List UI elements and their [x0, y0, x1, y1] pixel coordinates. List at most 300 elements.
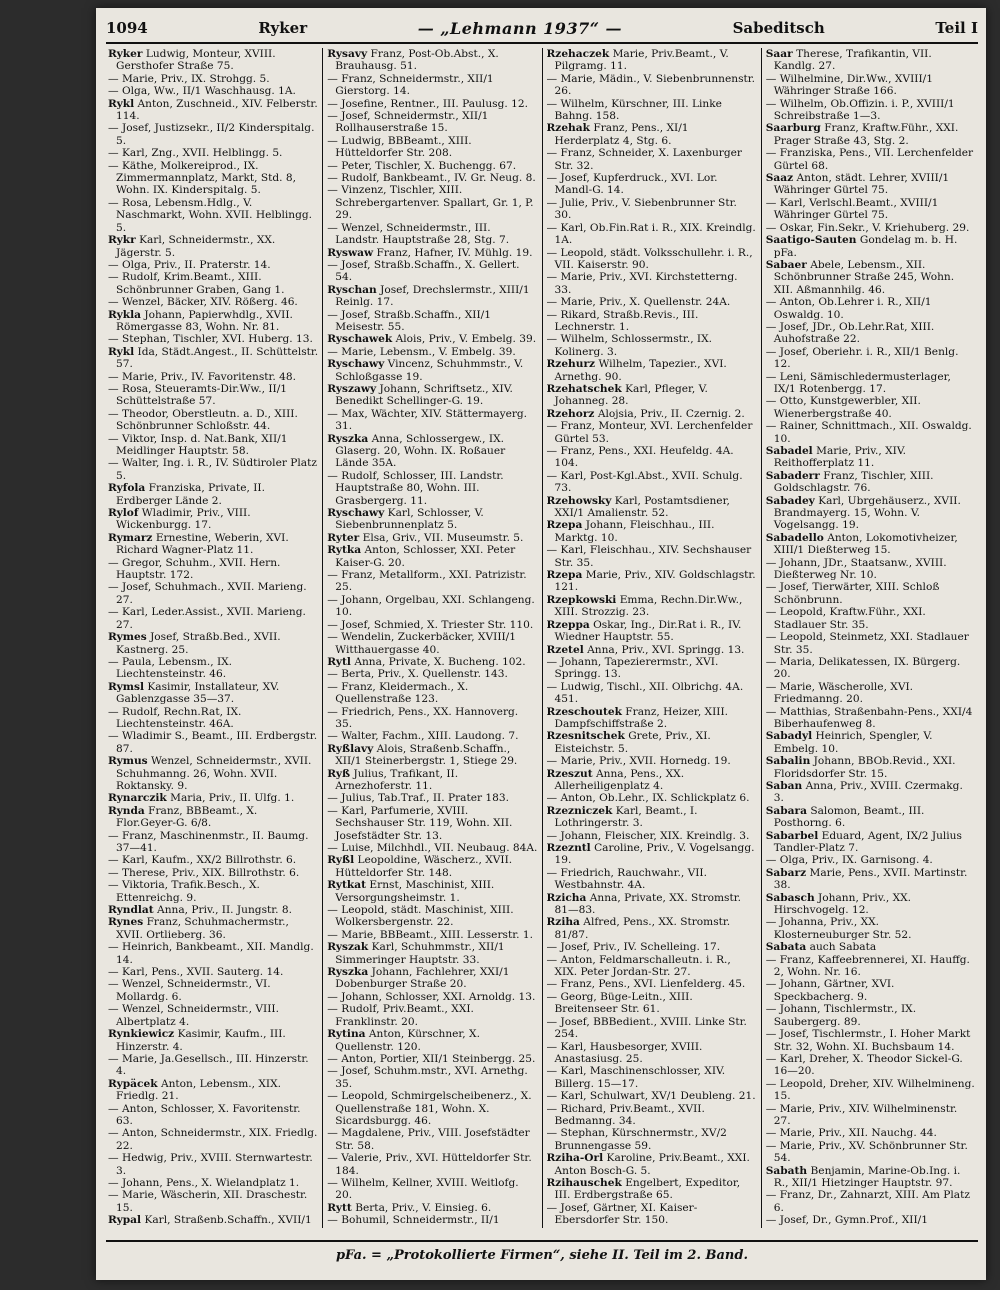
entry-text: — Paula, Lebensm., IX. Liechtensteinstr. 46. [108, 655, 233, 681]
entry-text: — Josef, JDr., Ob.Lehr.Rat, XIII. Auhofstraße 22. [765, 320, 935, 346]
entry-surname: Rypäcek [108, 1077, 158, 1090]
entry-text: — Marie, Mädin., V. Siebenbrunnenstr. 26. [546, 72, 756, 98]
directory-entry [547, 122, 757, 147]
entry-text: Anna, Priv., II. Jungstr. 8. [157, 904, 293, 917]
header-left-word: Ryker [258, 19, 308, 37]
entry-text: Wladimir, Priv., VIII. Wickenburgg. 17. [116, 507, 251, 532]
directory-entry [766, 234, 976, 259]
entry-surname: Ryschawek [327, 333, 393, 346]
directory-entry [327, 507, 537, 532]
directory-entry [327, 284, 537, 309]
entry-text: — Berta, Priv., X. Quellenstr. 143. [327, 668, 508, 681]
entry-surname: Ryszka [327, 432, 369, 445]
directory-entry [766, 395, 976, 420]
entry-text: — Marie, Priv., IX. Strohgg. 5. [108, 72, 270, 85]
directory-entry [766, 730, 976, 755]
entry-text: — Anton, Ob.Lehr., IX. Schlickplatz 6. [546, 792, 750, 805]
directory-entry [766, 1140, 976, 1165]
directory-entry [108, 805, 318, 830]
entry-text: Franz, Heizer, XIII. Dampfschiffstraße 2. [554, 705, 729, 730]
entry-text: — Marie, Priv., X. Quellenstr. 24A. [546, 296, 731, 309]
directory-entry [766, 1078, 976, 1103]
entry-text: Benjamin, Marine-Ob.Ing. i. R., XII/1 Hietzinger Hauptstr. 97. [773, 1164, 961, 1189]
entry-text: — Käthe, Molkereiprod., IX. Zimmermannplatz, Markt, Std. 8, Wohn. IX. Kinderspitalg. 5. [108, 159, 297, 197]
entry-text: — Georg, Büge-Leitn., XIII. Breitenseer Str. 61. [546, 990, 693, 1016]
entry-surname: Ryßlavy [327, 742, 374, 755]
entry-text: — Anton, Schneidermstr., XIX. Friedlg. 22. [108, 1127, 318, 1152]
entry-surname: Rynarczik [108, 792, 167, 805]
directory-entry [108, 966, 318, 978]
directory-entry [547, 197, 757, 222]
entry-surname: Sabath [765, 1164, 808, 1177]
entry-text: — Walter, Fachm., XIII. Laudong. 7. [327, 730, 519, 743]
directory-entry [327, 941, 537, 966]
entry-text: — Rosa, Lebensm.Hdlg., V. Naschmarkt, Wohn. XVII. Helblingg. 5. [108, 196, 313, 234]
directory-entry [327, 470, 537, 507]
directory-entry [766, 978, 976, 1003]
entry-surname: Rzeppa [546, 618, 590, 631]
directory-entry [547, 333, 757, 358]
directory-entry [766, 445, 976, 470]
entry-text: — Rudolf, Krim.Beamt., XIII. Schönbrunner Graben, Gang 1. [108, 271, 285, 296]
directory-entry [766, 73, 976, 98]
entry-surname: Saar [765, 48, 793, 60]
directory-entry [108, 706, 318, 731]
entry-text: — Anton, Schlosser, X. Favoritenstr. 63. [108, 1102, 301, 1127]
entry-text: — Rikard, Straßb.Revis., III. Lechnerstr. 1. [546, 308, 699, 333]
entry-text: Johann, Schriftsetz., XIV. Benedikt Schellinger-G. 19. [335, 382, 513, 408]
page-footer [106, 1240, 978, 1268]
entry-text: — Ludwig, BBBeamt., XIII. Hütteldorfer Str. 208. [327, 134, 472, 160]
entry-text: — Josef, Straßb.Schaffn., X. Gellert. 54. [327, 258, 520, 284]
directory-entry [108, 296, 318, 308]
entry-text: — Therese, Priv., XIX. Billrothstr. 6. [108, 866, 300, 879]
entry-surname: Ryß [327, 767, 351, 780]
entry-surname: Rymus [108, 755, 148, 768]
directory-entry [766, 954, 976, 979]
directory-entry [108, 346, 318, 371]
entry-text: Ludwig, Monteur, XVIII. Gersthofer Straße 75. [116, 48, 276, 73]
directory-entry [547, 1127, 757, 1152]
directory-entry [766, 1214, 976, 1228]
directory-entry [327, 854, 537, 879]
entry-text: Marie, Priv., XIV. Goldschlagstr. 121. [554, 569, 756, 594]
footer-note: pFa. = „Protokollierte Firmen“, siehe II. Teil im 2. Band. [335, 1247, 749, 1263]
header-right-word: Sabeditsch [732, 19, 825, 37]
entry-text: — Josef, Oberiehr. i. R., XII/1 Benlg. 12. [765, 345, 959, 371]
column-3 [543, 48, 762, 1228]
entry-surname: Rykl [108, 97, 135, 110]
directory-entry [547, 1103, 757, 1128]
entry-text: Alois, Priv., V. Embelg. 39. [395, 333, 537, 346]
entry-text: — Johann, JDr., Staatsanw., XVIII. Dießterweg Nr. 10. [765, 556, 947, 582]
directory-entry [547, 544, 757, 569]
entry-text: — Ludwig, Tischl., XII. Olbrichg. 4A. 451. [546, 680, 744, 706]
entry-text: — Olga, Priv., II. Praterstr. 14. [108, 258, 271, 271]
entry-surname: Rzehurz [546, 358, 596, 371]
entry-text: — Karl, Zng., XVII. Helblingg. 5. [108, 147, 283, 160]
entry-surname: Rykl [108, 345, 135, 358]
entry-surname: Sabaer [765, 258, 807, 271]
directory-entry [547, 954, 757, 979]
directory-entry [547, 1041, 757, 1066]
entry-text: Karl, Schuhmmstr., XII/1 Simmeringer Hauptstr. 33. [335, 941, 505, 966]
directory-entry [547, 1065, 757, 1090]
entry-text: — Josef, Schuhmach., XVII. Marieng. 27. [108, 581, 307, 606]
entry-surname: Rziha [546, 916, 580, 929]
directory-entry [547, 569, 757, 594]
directory-entry [327, 383, 537, 408]
entry-text: — Marie, Priv., XII. Nauchg. 44. [765, 1127, 937, 1140]
directory-entry [766, 916, 976, 941]
directory-entry [108, 581, 318, 606]
directory-entry [108, 85, 318, 97]
entry-text: Alfred, Pens., XX. Stromstr. 81/87. [554, 916, 731, 941]
directory-entry [327, 1177, 537, 1202]
directory-entry [327, 768, 537, 793]
entry-surname: Rymsl [108, 680, 144, 693]
directory-entry [766, 681, 976, 706]
entry-text: — Karl, Pens., XVII. Sauterg. 14. [108, 966, 284, 979]
directory-entry [108, 978, 318, 1003]
entry-text: — Leni, Sämischledermusterlager, IX/1 Rotenbergg. 17. [765, 370, 951, 395]
directory-entry [108, 383, 318, 408]
directory-entry [108, 98, 318, 123]
entry-surname: Ryter [327, 531, 360, 544]
directory-entry [766, 1003, 976, 1028]
directory-entry [766, 1053, 976, 1078]
entry-text: — Valerie, Priv., XVI. Hütteldorfer Str. 184. [327, 1152, 532, 1177]
entry-text: — Josef, Priv., IV. Schelleing. 17. [546, 941, 721, 954]
directory-entry [547, 98, 757, 123]
directory-entry [108, 197, 318, 234]
directory-entry [327, 48, 537, 73]
directory-entry [108, 1214, 318, 1228]
entry-text: — Franz, Kleidermach., X. Quellenstraße 123. [327, 680, 469, 706]
entry-text: — Karl, Fleischhau., XIV. Sechshauser Str. 35. [546, 544, 752, 569]
directory-entry [547, 656, 757, 681]
entry-text: Karl, Schneidermstr., XX. Jägerstr. 5. [116, 234, 276, 259]
entry-text: — Otto, Kunstgewerbler, XII. Wienerbergstraße 40. [765, 395, 921, 420]
entry-text: — Wilhelmine, Dir.Ww., XVIII/1 Währinger Straße 166. [765, 72, 933, 98]
directory-entry [766, 420, 976, 445]
entry-surname: Ryschawy [327, 358, 385, 371]
entry-text: — Anton, Portier, XII/1 Steinbergg. 25. [327, 1052, 536, 1065]
directory-entry [547, 445, 757, 470]
entry-text: Gondelag m. b. H. pFa. [773, 234, 958, 259]
entry-surname: Ryswaw [327, 246, 374, 259]
entry-text: Elsa, Griv., VII. Museumstr. 5. [362, 531, 524, 544]
entry-text: — Josefine, Rentner., III. Paulusg. 12. [327, 97, 528, 110]
entry-text: — Johann, Tapezierermstr., XVI. Springg. 13. [546, 655, 719, 681]
directory-entry [327, 656, 537, 668]
directory-entry [327, 594, 537, 619]
directory-entry [547, 867, 757, 892]
directory-entry [108, 830, 318, 855]
directory-entry [547, 768, 757, 793]
entry-surname: Saarburg [765, 122, 821, 135]
directory-entry [108, 904, 318, 916]
entry-text: — Leopold, Schmirgelscheibenerz., X. Quellenstraße 181, Wohn. X. Sicardsburgg. 46. [327, 1090, 532, 1127]
entry-surname: Ryszak [327, 941, 369, 954]
entry-text: — Karl, Leder.Assist., XVII. Marieng. 27. [108, 606, 306, 631]
directory-entry [766, 830, 976, 855]
entry-text: — Viktoria, Trafik.Besch., X. Ettenreichg. 9. [108, 879, 260, 904]
directory-entry [327, 805, 537, 842]
entry-surname: Rysavy [327, 48, 368, 60]
directory-entry [547, 1177, 757, 1202]
directory-entry [108, 1028, 318, 1053]
entry-text: — Wilhelm, Ob.Offizin. i. P., XVIII/1 Schreibstraße 1—3. [765, 97, 955, 123]
directory-page [96, 8, 986, 1280]
entry-surname: Rzezniczek [546, 804, 613, 817]
entry-text: — Stephan, Kürschnermstr., XV/2 Brunnengasse 59. [546, 1127, 727, 1152]
directory-entry [766, 48, 976, 73]
entry-text: — Franz, Schneidermstr., XII/1 Gierstorg. 14. [327, 72, 494, 98]
directory-entry [108, 1103, 318, 1128]
entry-text: Anna, Private, XX. Stromstr. 81—83. [554, 891, 742, 917]
directory-entry [327, 966, 537, 991]
entry-surname: Rymes [108, 631, 147, 644]
directory-entry [108, 1078, 318, 1103]
directory-entry [547, 1227, 757, 1228]
entry-text: Anna, Priv., XVIII. Czermakg. 3. [773, 779, 963, 805]
directory-entry [547, 644, 757, 656]
directory-entry [547, 978, 757, 990]
entry-text: Karoline, Priv.Beamt., XXI. Anton Bosch-G. 5. [554, 1152, 750, 1177]
directory-entry [766, 941, 976, 953]
entry-text: — Franz, Schneider, X. Laxenburger Str. 32. [546, 147, 742, 172]
entry-surname: Sabadyl [765, 730, 813, 743]
entry-surname: Sabadey [765, 494, 815, 507]
directory-entry [327, 172, 537, 184]
directory-entry [766, 854, 976, 866]
entry-surname: Rykla [108, 308, 142, 321]
entry-text: — Josef, BBBedient., XVIII. Linke Str. 254. [546, 1015, 747, 1041]
entry-text: Karl, Schlosser, V. Siebenbrunnenplatz 5. [335, 507, 484, 532]
entry-text: — Marie, Wäscherolle, XVI. Friedmanng. 20. [765, 680, 914, 706]
entry-surname: Ryker [108, 48, 143, 60]
entry-surname: Rzetel [546, 643, 584, 656]
directory-entry [327, 743, 537, 768]
entry-text: Marie, Priv., XIV. Reithofferplatz 11. [773, 445, 907, 470]
directory-entry [327, 569, 537, 594]
entry-text: Anton, städt. Lehrer, XVIII/1 Währinger Gürtel 75. [773, 172, 950, 197]
entry-text: — Karl, Post-Kgl.Abst., XVII. Schulg. 73. [546, 469, 743, 495]
entry-text: Vincenz, Schuhmmstr., V. Schloßgasse 19. [335, 358, 524, 383]
entry-text: Anna, Schlossergew., IX. Glaserg. 20, Wohn. IX. Roßauer Lände 35A. [335, 432, 506, 470]
directory-entry [327, 184, 537, 221]
directory-entry [327, 160, 537, 172]
entry-text: Leopoldine, Wäscherz., XVII. Hütteldorfer Str. 148. [335, 854, 513, 879]
directory-entry [547, 916, 757, 941]
entry-surname: Sabarbel [765, 829, 819, 842]
page-number: 1094 [106, 19, 148, 37]
entry-surname: Rynda [108, 804, 145, 817]
entry-surname: Rynkiewicz [108, 1028, 175, 1041]
entry-text: Anna, Private, X. Bucheng. 102. [354, 655, 526, 668]
entry-text: — Wladimir S., Beamt., III. Erdbergstr. 87. [108, 730, 318, 755]
directory-entry [108, 73, 318, 85]
entry-text: Josef, Straßb.Bed., XVII. Kastnerg. 25. [116, 631, 281, 656]
entry-text: — Franz, Dr., Zahnarzt, XIII. Am Platz 6. [765, 1189, 970, 1214]
entry-text: — Josef, Tischlermstr., I. Hoher Markt Str. 32, Wohn. XI. Buchsbaum 14. [765, 1028, 971, 1053]
entry-text: auch Sabata [809, 941, 877, 954]
entry-text: — Johann, Gärtner, XVI. Speckbacherg. 9. [765, 978, 895, 1003]
entry-text: Karl, Ubrgehäuserz., XVII. Brandmayerg. 15, Wohn. V. Vogelsangg. 19. [773, 494, 961, 532]
entry-surname: Rypal [108, 1214, 142, 1227]
directory-entry [327, 110, 537, 135]
entry-surname: Rzesnitschek [546, 730, 625, 743]
entry-text: — Peter, Tischler, X. Buchengg. 67. [327, 159, 517, 172]
entry-text: Marie, Priv.Beamt., V. Pilgramg. 11. [554, 48, 729, 73]
entry-text: Emma, Rechn.Dir.Ww., XIII. Strozzig. 23. [554, 593, 743, 619]
entry-text: Franz, Kraftw.Führ., XXI. Prager Straße 43, Stg. 2. [773, 122, 959, 147]
directory-entry [108, 482, 318, 507]
directory-entry [766, 557, 976, 582]
entry-text: Kasimir, Kaufm., III. Hinzerstr. 4. [116, 1028, 286, 1053]
entry-surname: Rytt [327, 1201, 352, 1214]
directory-entry [766, 197, 976, 222]
directory-entry [766, 1165, 976, 1190]
column-1 [104, 48, 323, 1228]
entry-text: Johann, Papierwhdlg., XVII. Römergasse 83, Wohn. Nr. 81. [116, 308, 293, 333]
directory-entry [108, 656, 318, 681]
directory-entry [766, 706, 976, 731]
directory-entry [547, 519, 757, 544]
entry-text: — Marie, Lebensm., V. Embelg. 39. [327, 345, 516, 358]
entry-text: — Josef, Straßb.Schaffn., XII/1 Meisestr. 55. [327, 308, 491, 333]
entry-text: Johann, BBOb.Revid., XXI. Floridsdorfer Str. 15. [773, 755, 956, 780]
entry-text: Franz, Schuhmachermstr., XVII. Ortlieberg. 36. [116, 916, 289, 941]
entry-surname: Saatigo-Sauten [765, 234, 857, 247]
entry-text: — Stephan, Tischler, XVI. Huberg. 13. [108, 333, 313, 346]
entry-surname: Sabaderr [765, 469, 820, 482]
entry-text: — Karl, Maschinenschlosser, XIV. Billerg. 15—17. [546, 1065, 726, 1090]
entry-text: Abele, Lebensm., XII. Schönbrunner Straße 245, Wohn. XII. Aßmannhilg. 46. [773, 258, 955, 296]
directory-entry [327, 346, 537, 358]
entry-text: — Leopold, Dreher, XIV. Wilhelmineng. 15. [765, 1077, 975, 1103]
entry-text: — Magdalene, Priv., VIII. Josefstädter Str. 58. [327, 1127, 530, 1152]
entry-text: — Leopold, städt. Maschinist, XIII. Wolkersbergenstr. 22. [327, 904, 514, 929]
directory-entry [327, 1152, 537, 1177]
directory-entry [327, 247, 537, 259]
directory-entry [108, 532, 318, 557]
entry-text: — Wilhelm, Schlossermstr., IX. Kolinerg. 3. [546, 333, 713, 358]
entry-surname: Ryßl [327, 854, 355, 867]
entry-text: — Rudolf, Schlosser, III. Landstr. Hauptstraße 80, Wohn. III. Grasbergerg. 11. [327, 469, 504, 507]
entry-text: Franz, Pens., XI/1 Herderplatz 4, Stg. 6. [554, 122, 689, 147]
entry-text: Oskar, Ing., Dir.Rat i. R., IV. Wiedner Hauptstr. 55. [554, 618, 742, 644]
directory-entry [327, 1202, 537, 1214]
entry-text: Wilhelm, Tapezier., XVI. Arnethg. 90. [554, 358, 727, 383]
directory-entry [108, 606, 318, 631]
entry-text: — Leopold, Steinmetz, XXI. Stadlauer Str. 35. [765, 631, 969, 656]
directory-entry [108, 1127, 318, 1152]
directory-entry [547, 358, 757, 383]
directory-entry [547, 420, 757, 445]
entry-surname: Rzepkowski [546, 593, 617, 606]
entry-text: — Karl, Verlschl.Beamt., XVIII/1 Währinger Gürtel 75. [765, 196, 939, 222]
directory-entry [547, 309, 757, 334]
directory-entry [766, 581, 976, 606]
entry-text: — Josef, Kupferdruck., XVI. Lor. Mandl-G. 14. [546, 172, 718, 197]
entry-text [547, 1227, 731, 1228]
directory-entry [547, 755, 757, 767]
directory-entry [547, 147, 757, 172]
entry-text: Anton, Schlosser, XXI. Peter Kaiser-G. 20. [335, 544, 516, 569]
directory-entry [766, 1189, 976, 1214]
entry-surname: Rymarz [108, 531, 153, 544]
entry-text: Karl, Straßenb.Schaffn., XVII/1 [144, 1214, 312, 1227]
directory-entry [327, 222, 537, 247]
entry-surname: Ryszawy [327, 382, 377, 395]
entry-text: Wenzel, Schneidermstr., XVII. Schuhmanng. 26, Wohn. XVII. Roktansky. 9. [116, 755, 312, 792]
entry-text: Heinrich, Spengler, V. Embelg. 10. [773, 730, 933, 755]
entry-text: — Rosa, Steueramts-Dir.Ww., II/1 Schüttelstraße 57. [108, 382, 288, 408]
entry-text: — Josef, Dr., Gymn.Prof., XII/1 [765, 1214, 928, 1227]
directory-entry [108, 755, 318, 792]
directory-entry [766, 222, 976, 234]
entry-surname: Sabarz [765, 866, 807, 879]
entry-text: Berta, Priv., V. Einsieg. 6. [355, 1201, 492, 1214]
directory-entry [766, 321, 976, 346]
entry-text: — Leopold, städt. Volksschullehr. i. R., VII. Kaiserstr. 90. [546, 246, 753, 271]
directory-entry [327, 358, 537, 383]
entry-text: — Olga, Priv., IX. Garnisong. 4. [765, 854, 933, 867]
directory-entry [108, 557, 318, 582]
entry-text: — Bohumil, Schneidermstr., II/1 [327, 1214, 500, 1227]
entry-surname: Ryschan [327, 283, 377, 296]
entry-text: — Rudolf, Rechn.Rat, IX. Liechtensteinstr. 46A. [108, 705, 242, 730]
directory-entry [327, 706, 537, 731]
directory-entry [108, 1053, 318, 1078]
directory-entry [108, 457, 318, 482]
entry-text: — Josef, Schuhm.mstr., XVI. Arnethg. 35. [327, 1065, 528, 1090]
entry-text: — Karl, Dreher, X. Theodor Sickel-G. 16—20. [765, 1052, 963, 1078]
directory-entry [327, 98, 537, 110]
entry-text: — Heinrich, Bankbeamt., XII. Mandlg. 14. [108, 941, 314, 966]
entry-text: — Max, Wächter, XIV. Stättermayerg. 31. [327, 407, 528, 433]
directory-entry [108, 408, 318, 433]
directory-entry [108, 1152, 318, 1177]
directory-entry [327, 1065, 537, 1090]
directory-entry [547, 830, 757, 842]
directory-entry [766, 892, 976, 917]
entry-surname: Rzeszut [546, 767, 593, 780]
directory-entry [108, 631, 318, 656]
entry-text: Salomon, Beamt., III. Posthorng. 6. [773, 804, 925, 830]
directory-entry [327, 1028, 537, 1053]
entry-text: — Hedwig, Priv., XVIII. Sternwartestr. 3. [108, 1152, 313, 1177]
directory-entry [766, 122, 976, 147]
entry-text: — Marie, Wäscherin, XII. Draschestr. 15. [108, 1189, 308, 1214]
entry-text: — Franz, Pens., XXI. Heufeldg. 4A. 104. [546, 445, 734, 470]
entry-text: — Marie, Priv., XV. Schönbrunner Str. 54. [765, 1139, 968, 1165]
entry-text: Alois, Straßenb.Schaffn., XII/1 Steinerbergstr. 1, Stiege 29. [335, 742, 518, 768]
directory-entry [766, 259, 976, 296]
entry-surname: Rzeschoutek [546, 705, 622, 718]
entry-surname: Rytina [327, 1028, 366, 1041]
entry-text: Josef, Drechslermstr., XIII/1 Reinlg. 17. [335, 283, 530, 309]
directory-entry [766, 1103, 976, 1128]
directory-entry [766, 805, 976, 830]
entry-surname: Ryschawy [327, 507, 385, 520]
entry-surname: Ryfola [108, 482, 146, 495]
entry-text: — Matthias, Straßenbahn-Pens., XXI/4 Biberhaufenweg 8. [765, 705, 973, 730]
entry-text: — Johann, Tischlermstr., IX. Saubergerg. 89. [765, 1003, 917, 1028]
entry-text: Julius, Trafikant, II. Arnezhoferstr. 11. [335, 767, 459, 792]
